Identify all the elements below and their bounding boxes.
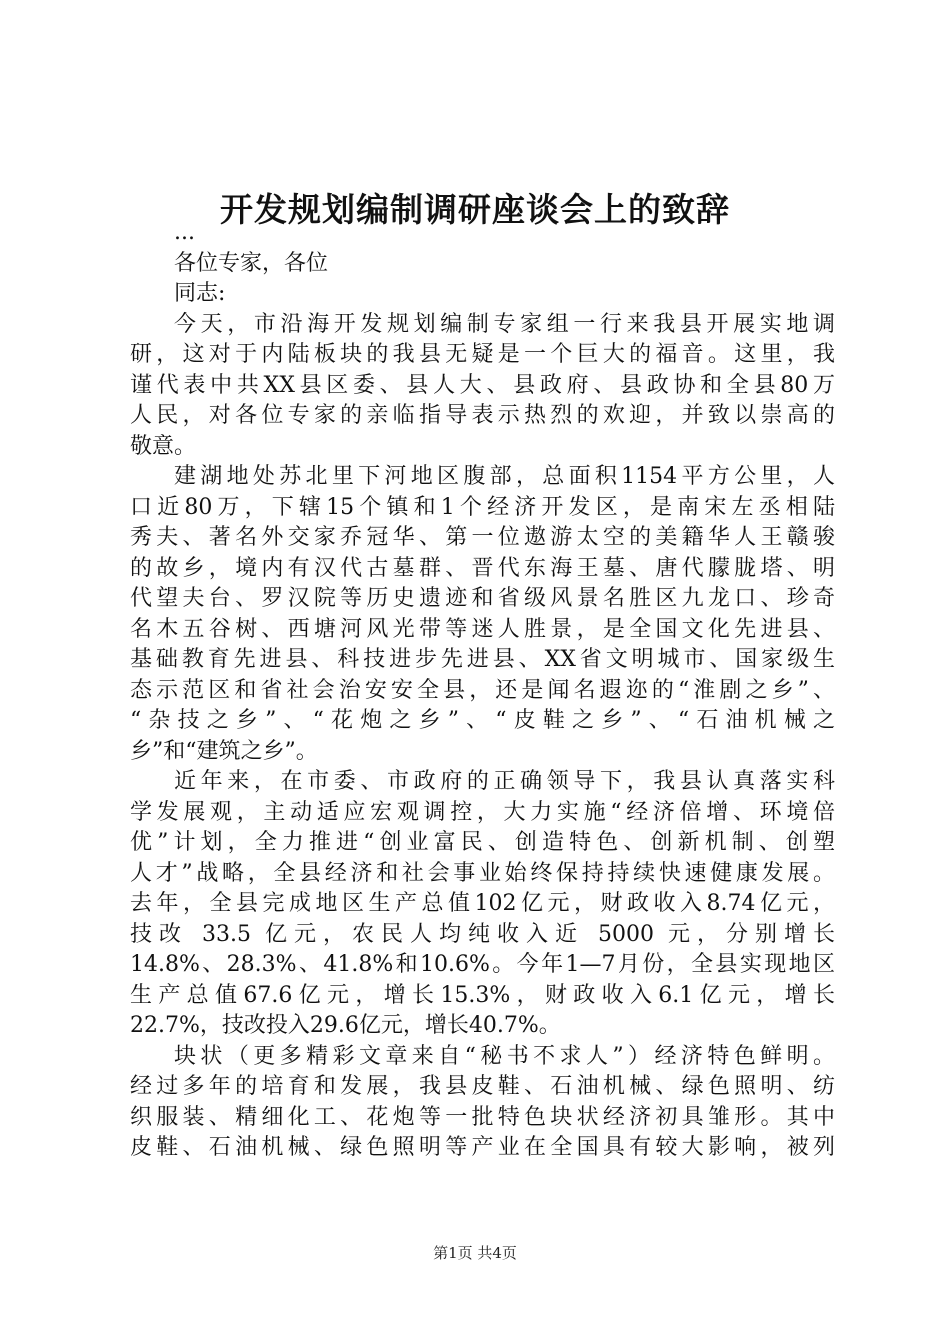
body-text-line: 学发展观，主动适应宏观调控，大力实施“经济倍增、环境倍	[130, 799, 835, 825]
body-text-line: 人民，对各位专家的亲临指导表示热烈的欢迎，并致以崇高的	[130, 403, 835, 428]
document-title: 开发规划编制调研座谈会上的致辞	[220, 190, 730, 229]
body-text-line: 建湖地处苏北里下河地区腹部，总面积1154平方公里，人	[174, 464, 835, 489]
body-text-line: 织服装、精细化工、花炮等一批特色块状经济初具雏形。其中	[130, 1104, 835, 1130]
body-text-line: 研，这对于内陆板块的我县无疑是一个巨大的福音。这里，我	[130, 342, 835, 367]
body-text-line: 今天，市沿海开发规划编制专家组一行来我县开展实地调	[174, 311, 835, 337]
body-text-line: 态示范区和省社会治安安全县，还是闻名遐迩的“淮剧之乡”、	[130, 677, 835, 703]
body-text-line: 经过多年的培育和发展，我县皮鞋、石油机械、绿色照明、纺	[130, 1074, 835, 1099]
body-text-line: 同志:	[174, 281, 226, 306]
body-text-line: 基础教育先进县、科技进步先进县、XX省文明城市、国家级生	[130, 647, 835, 672]
body-text-line: 敬意。	[130, 433, 197, 459]
page-footer: 第1页 共4页	[433, 1244, 517, 1262]
body-text-line: “杂技之乡”、“花炮之乡”、“皮鞋之乡”、“石油机械之	[130, 708, 835, 733]
body-text-line: 皮鞋、石油机械、绿色照明等产业在全国具有较大影响，被列	[130, 1135, 835, 1160]
body-text-line: 的故乡，境内有汉代古墓群、晋代东海王墓、唐代朦胧塔、明	[130, 555, 835, 581]
body-text-line: 技改 33.5 亿元，农民人均纯收入近 5000 元，分别增长	[130, 921, 835, 947]
body-text-line: 14.8%、28.3%、41.8%和10.6%。今年1—7月份，全县实现地区	[130, 952, 835, 977]
body-text-line: 生产总值67.6亿元，增长15.3%，财政收入6.1亿元，增长	[130, 982, 835, 1008]
body-text-line: 块状（更多精彩文章来自“秘书不求人”）经济特色鲜明。	[174, 1043, 835, 1069]
body-text-line: 口近80万，下辖15个镇和1个经济开发区，是南宋左丞相陆	[130, 494, 835, 520]
body-text-line: ...	[174, 220, 195, 245]
document-body	[130, 218, 835, 1164]
body-text-line: 秀夫、著名外交家乔冠华、第一位遨游太空的美籍华人王赣骏	[130, 525, 835, 550]
body-text-line: 去年，全县完成地区生产总值102亿元，财政收入8.74亿元，	[130, 891, 835, 916]
body-text-line: 优”计划，全力推进“创业富民、创造特色、创新机制、创塑	[130, 830, 835, 855]
body-text-line: 22.7%，技改投入29.6亿元，增长40.7%。	[130, 1013, 561, 1038]
body-text-line: 谨代表中共XX县区委、县人大、县政府、县政协和全县80万	[130, 372, 835, 398]
body-text-line: 乡”和“建筑之乡”。	[130, 738, 318, 764]
body-text-line: 人才”战略，全县经济和社会事业始终保持持续快速健康发展。	[130, 860, 835, 886]
body-text-line: 代望夫台、罗汉院等历史遗迹和省级风景名胜区九龙口、珍奇	[130, 586, 835, 611]
body-text-line: 名木五谷树、西塘河风光带等迷人胜景，是全国文化先进县、	[130, 616, 835, 642]
body-text-line: 各位专家，各位	[174, 250, 329, 276]
body-text-line: 近年来，在市委、市政府的正确领导下，我县认真落实科	[174, 769, 835, 794]
